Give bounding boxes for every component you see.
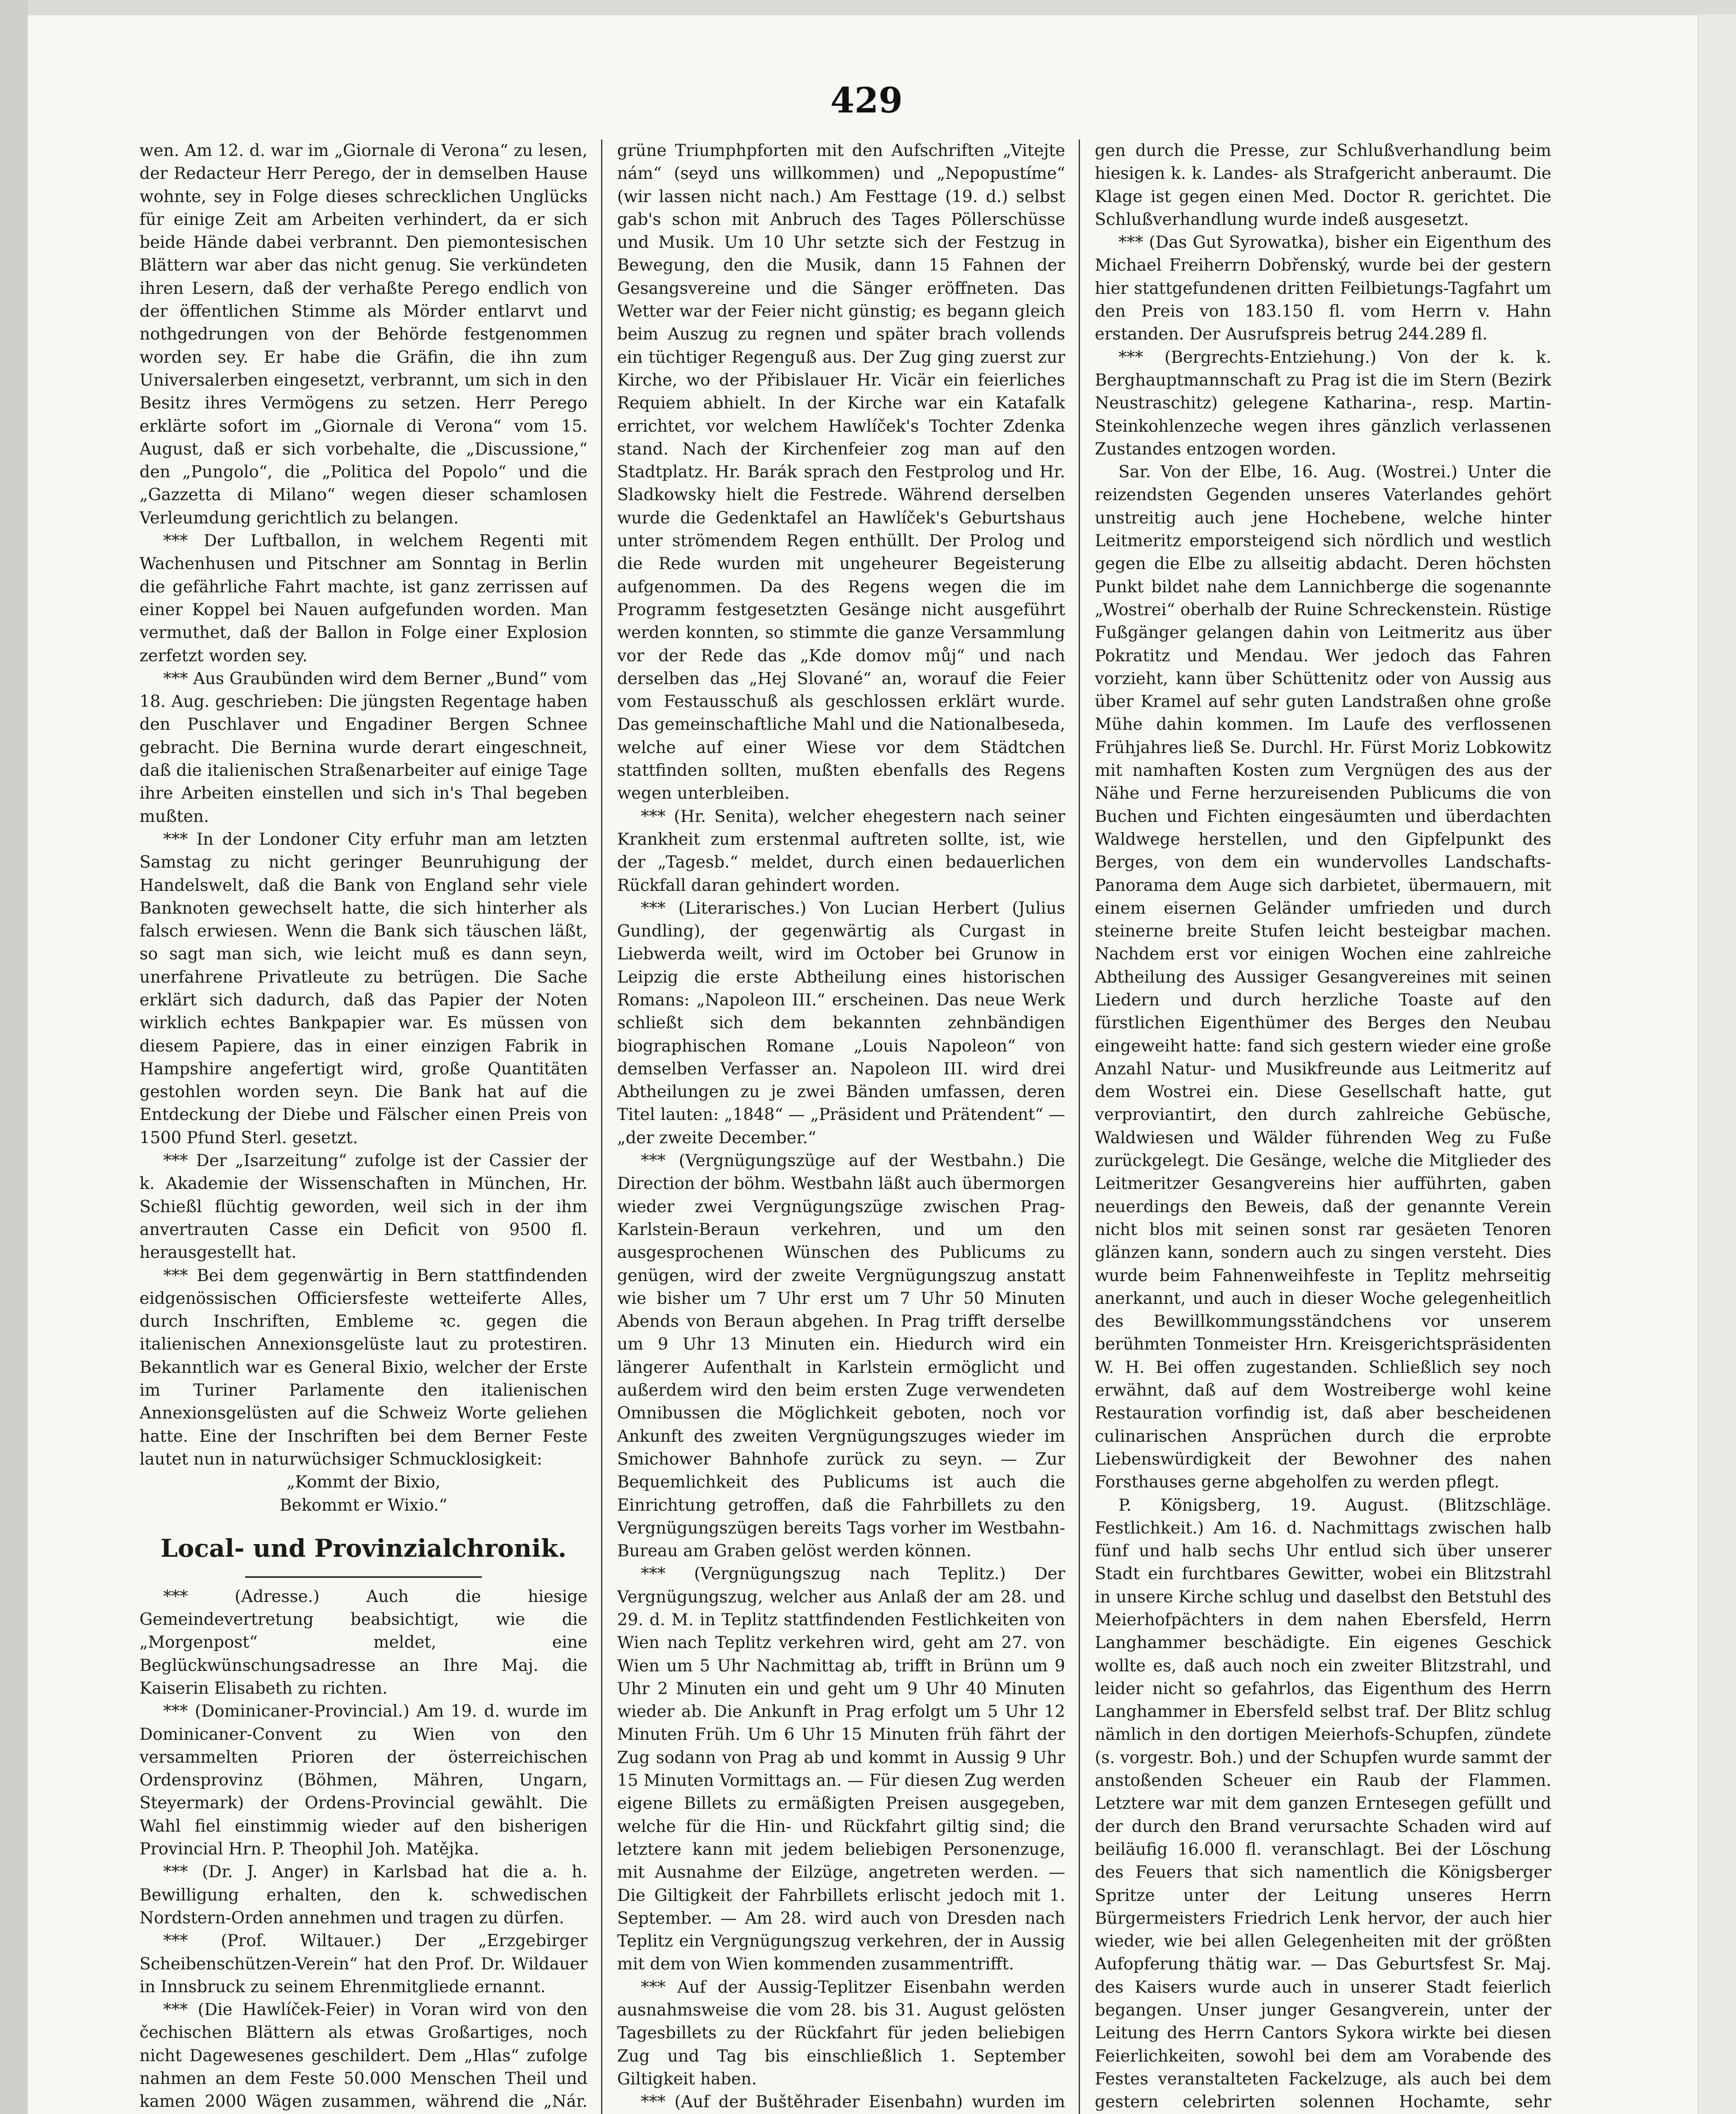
article-paragraph: *** Auf der Aussig-Teplitzer Eisenbahn werden ausnahmsweise die vom 28. bis 31. August gelösten Tagesbillets zu der Rückfahrt für jeden beliebigen Zug und Tag bis einschließlich 1. September Giltigkeit haben.: [617, 1977, 1065, 2089]
article-paragraph: *** Aus Graubünden wird dem Berner „Bund“ vom 18. Aug. geschrieben: Die jüngsten Regentage haben den Puschlaver und Engadiner Bergen Schnee gebracht. Die Bernina wurde derart eingeschneit, daß die italienischen Straßenarbeiter auf einige Tage ihre Arbeiten einstellen und sich in's Thal begeben mußten.: [139, 669, 588, 826]
article-paragraph: *** (Die Hawlíček-Feier) in Voran wird von den čechischen Blättern als etwas Großartiges, noch nicht Dagewesenes geschildert. Dem „Hlas“ zufolge nahmen an dem Feste 50.000 Menschen Theil und kamen 2000 Wägen zusammen, während die „Nár.: [139, 2000, 588, 2111]
article-paragraph: *** (Dr. J. Anger) in Karlsbad hat die a. h. Bewilligung erhalten, den k. schwedischen Nordstern-Orden annehmen und tragen zu dürfen.: [139, 1862, 588, 1928]
column-2: [617, 140, 1065, 2114]
quoted-verse-line: Bekommt er Wixio.“: [279, 1495, 448, 1515]
article-paragraph: *** In der Londoner City erfuhr man am letzten Samstag zu nicht geringer Beunruhigung der Handelswelt, daß die Bank von England sehr viele Banknoten gewechselt hatte, die sich hinterher als falsch erwiesen. Wenn die Bank sich täuschen läßt, so sagt man sich, wie leicht muß es dann seyn, unerfahrene Privatleute zu betrügen. Die Sache erklärt sich dadurch, daß das Papier der Noten wirklich echtes Bankpapier war. Es müssen von diesem Papiere, das in einer einzigen Fabrik in Hampshire angefertigt wird, große Quantitäten gestohlen worden seyn. Die Bank hat auf die Entdeckung der Diebe und Fälscher einen Preis von 1500 Pfund Sterl. gesetzt.: [139, 830, 588, 1147]
column-1: [139, 140, 588, 2114]
page-number: 429: [830, 80, 903, 121]
article-paragraph: P. Königsberg, 19. August. (Blitzschläge. Festlichkeit.) Am 16. d. Nachmittags zwischen halb fünf und halb sechs Uhr entlud sich über unserer Stadt ein furchtbares Gewitter, wobei ein Blitzstrahl in unsere Kirche schlug und daselbst den Betstuhl des Meierhofpächters in dem nahen Ebersfeld, Herrn Langhammer beschädigte. Ein eigenes Geschick wollte es, daß auch noch ein zweiter Blitzstrahl, und leider nicht so gefahrlos, das Eigenthum des Herrn Langhammer in Ebersfeld selbst traf. Der Blitz schlug nämlich in den dortigen Meierhofs-Schupfen, zündete (s. vorgestr. Boh.) und der Schupfen wurde sammt der anstoßenden Scheuer ein Raub der Flammen. Letztere war mit dem ganzen Erntesegen gefüllt und der durch den Brand verursachte Schaden wird auf beiläufig 16.000 fl. veranschlagt. Bei der Löschung des Feuers that sich namentlich die Königsberger Spritze unter der Leitung unseres Herrn Bürgermeisters Friedrich Lenk hervor, der auch hier wieder, wie bei allen Gelegenheiten mit der größten Aufopferung thätig war. — Das Geburtsfest Sr. Maj. des Kaisers wurde auch in unserer Stadt feierlich begangen. Unser junger Gesangverein, unter der Leitung des Herrn Cantors Sykora wirkte bei diesen Feierlichkeiten, sowohl bei dem am Vorabende des Festes veranstalteten Fackelzuge, als auch bei dem gestern celebrirten solennen Hochamte, sehr: [1095, 1495, 1551, 2112]
scan-top-edge: [0, 0, 1736, 14]
article-paragraph: wen. Am 12. d. war im „Giornale di Verona“ zu lesen, der Redacteur Herr Perego, der in demselben Hause wohnte, sey in Folge dieses schrecklichen Unglücks für einige Zeit am Arbeiten verhindert, da er sich beide Hände dabei verbrannt. Den piemontesischen Blättern war aber das nicht genug. Sie verkündeten ihren Lesern, daß der verhaßte Perego endlich von der öffentlichen Stimme als Mörder entlarvt und nothgedrungen von der Behörde festgenommen worden sey. Er habe die Gräfin, die ihn zum Universalerben eingesetzt, verbrannt, um sich in den Besitz ihres Vermögens zu setzen. Herr Perego erklärte sofort im „Giornale di Verona“ vom 15. August, daß er sich vorbehalte, die „Discussione,“ den „Pungolo“, die „Politica del Popolo“ und die „Gazzetta di Milano“ wegen dieser schamlosen Verleumdung gerichtlich zu belangen.: [139, 141, 588, 528]
scan-left-edge: [0, 0, 28, 2114]
section-heading: Local- und Provinzialchronik.: [160, 1533, 567, 1563]
article-paragraph: *** Der „Isarzeitung“ zufolge ist der Cassier der k. Akademie der Wissenschaften in München, Hr. Schießl flüchtig geworden, weil sich in der ihm anvertrauten Casse ein Deficit von 9500 fl. herausgestellt hat.: [139, 1151, 588, 1262]
article-paragraph: *** Der Luftballon, in welchem Regenti mit Wachenhusen und Pitschner am Sonntag in Berlin die gefährliche Fahrt machte, ist ganz zerrissen auf einer Koppel bei Nauen aufgefunden worden. Man vermuthet, daß der Ballon in Folge einer Explosion zerfetzt worden sey.: [139, 531, 588, 665]
article-paragraph: *** (Literarisches.) Von Lucian Herbert (Julius Gundling), der gegenwärtig als Curgast in Liebwerda weilt, wird im October bei Grunow in Leipzig die erste Abtheilung eines historischen Romans: „Napoleon III.“ erscheinen. Das neue Werk schließt sich dem bekannten zehnbändigen biographischen Romane „Louis Napoleon“ von demselben Verfasser an. Napoleon III. wird drei Abtheilungen zu je zwei Bänden umfassen, deren Titel lauten: „1848“ — „Präsident und Prätendent“ — „der zweite December.“: [617, 898, 1065, 1147]
column-rule: [1079, 140, 1080, 2114]
article-paragraph: *** (Prof. Wiltauer.) Der „Erzgebirger Scheibenschützen-Verein“ hat den Prof. Dr. Wildauer in Innsbruck zu seinem Ehrenmitgliede ernannt.: [139, 1931, 588, 1996]
article-paragraph: *** (Dominicaner-Provincial.) Am 19. d. wurde im Dominicaner-Convent zu Wien von den versammelten Prioren der österreichischen Ordensprovinz (Böhmen, Mähren, Ungarn, Steyermark) der Ordens-Provincial gewählt. Die Wahl fiel einstimmig wieder auf den bisherigen Provincial Hrn. P. Theophil Joh. Matějka.: [139, 1702, 588, 1859]
article-paragraph: Sar. Von der Elbe, 16. Aug. (Wostrei.) Unter die reizendsten Gegenden unseres Vaterlandes gehört unstreitig auch jene Hochebene, welche hinter Leitmeritz emporsteigend sich nördlich und westlich gegen die Elbe zu allseitig abdacht. Deren höchsten Punkt bildet nahe dem Lannichberge die sogenannte „Wostrei“ oberhalb der Ruine Schreckenstein. Rüstige Fußgänger gelangen dahin von Leitmeritz aus über Pokratitz und Mendau. Wer jedoch das Fahren vorzieht, kann über Schüttenitz oder von Aussig aus über Kramel auf sehr guten Landstraßen ohne große Mühe dahin kommen. Im Laufe des verflossenen Frühjahres ließ Se. Durchl. Hr. Fürst Moriz Lobkowitz mit namhaften Kosten zum Vergnügen des aus der Nähe und Ferne herzureisenden Publicums die von Buchen und Fichten eingesäumten und überdachten Waldwege herstellen, und den Gipfelpunkt des Berges, von dem ein wundervolles Landschafts-Panorama dem Auge sich darbietet, übermauern, mit einem eisernen Geländer umfrieden und durch steinerne breite Stufen leicht besteigbar machen. Nachdem erst vor einigen Wochen eine zahlreiche Abtheilung des Aussiger Gesangvereines mit seinen Liedern und durch herzliche Toaste auf den fürstlichen Eigenthümer des Berges den Neubau eingeweiht hatte: fand sich gestern wieder eine große Anzahl Natur- und Musikfreunde aus Leitmeritz auf dem Wostrei ein. Diese Gesellschaft hatte, gut verproviantirt, den durch zahlreiche Gebüsche, Waldwiesen und Wälder führenden Weg zu Fuße zurückgelegt. Die Gesänge, welche die Mitglieder des Leitmeritzer Gesangvereins hier aufführten, gaben neuerdings den Beweis, daß der genannte Verein nicht blos mit seinen sonst rar gesäeten Tenoren glänzen kann, sondern auch zu singen versteht. Dies wurde beim Fahnenweihfeste in Teplitz mehrseitig anerkannt, und auch in dieser Woche gelegenheitlich des Bewillkommungsständchens vor unserem berühmten Tonmeister Hrn. Kreisgerichtspräsidenten W. H. Bei offen zugestanden. Schließlich sey noch erwähnt, daß auf dem Wostreiberge wohl keine Restauration vorfindig ist, daß aber bescheidenen culinarischen Ansprüchen durch die erprobte Liebenswürdigkeit der Bewohner des nahen Forsthauses gerne abgeholfen zu werden pflegt.: [1095, 463, 1551, 1492]
article-paragraph: gen durch die Presse, zur Schlußverhandlung beim hiesigen k. k. Landes- als Strafgericht anberaumt. Die Klage ist gegen einen Med. Doctor R. gerichtet. Die Schlußverhandlung wurde indeß ausgesetzt.: [1095, 141, 1551, 229]
heading-divider: [245, 1576, 482, 1578]
article-paragraph: grüne Triumphpforten mit den Aufschriften „Vitejte nám“ (seyd uns willkommen) und „Nepopustíme“ (wir lassen nicht nach.) Am Festtage (19. d.) selbst gab's schon mit Anbruch des Tages Pöllerschüsse und Musik. Um 10 Uhr setzte sich der Festzug in Bewegung, den die Musik, dann 15 Fahnen der Gesangsvereine und die Sänger eröffneten. Das Wetter war der Feier nicht günstig; es begann gleich beim Auszug zu regnen und später brach vollends ein tüchtiger Regenguß aus. Der Zug ging zuerst zur Kirche, wo der Přibislauer Hr. Vicär ein feierliches Requiem abhielt. In der Kirche war ein Katafalk errichtet, vor welchem Hawlíček's Tochter Zdenka stand. Nach der Kirchenfeier zog man auf den Stadtplatz. Hr. Barák sprach den Festprolog und Hr. Sladkowsky hielt die Festrede. Während derselben wurde die Gedenktafel an Hawlíček's Geburtshaus unter strömendem Regen enthüllt. Der Prolog und die Rede wurden mit ungeheurer Begeisterung aufgenommen. Da des Regens wegen die im Programm festgesetzten Gesänge nicht ausgeführt werden konnten, so stimmte die ganze Versammlung vor der Rede das „Kde domov můj“ und nach derselben das „Hej Slované“ an, worauf die Feier vom Festausschuß als geschlossen erklärt wurde. Das gemeinschaftliche Mahl und die Nationalbeseda, welche auf einer Wiese vor dem Städtchen stattfinden sollten, mußten ebenfalls des Regens wegen unterbleiben.: [617, 141, 1065, 803]
article-paragraph: *** (Bergrechts-Entziehung.) Von der k. k. Berghauptmannschaft zu Prag ist die im Stern (Bezirk Neustraschitz) gelegene Katharina-, resp. Martin-Steinkohlenzeche wegen ihres gänzlich verlassenen Zustandes entzogen worden.: [1095, 348, 1551, 459]
column-3: [1095, 140, 1551, 2114]
quoted-verse-line: „Kommt der Bixio,: [286, 1473, 441, 1492]
article-paragraph: *** (Vergnügungszug nach Teplitz.) Der Vergnügungszug, welcher aus Anlaß der am 28. und 29. d. M. in Teplitz stattfindenden Festlichkeiten von Wien nach Teplitz verkehren wird, geht am 27. von Wien um 5 Uhr Nachmittag ab, trifft in Brünn um 9 Uhr 2 Minuten ein und geht um 9 Uhr 40 Minuten wieder ab. Die Ankunft in Prag erfolgt um 5 Uhr 12 Minuten Früh. Um 6 Uhr 15 Minuten früh fährt der Zug sodann von Prag ab und kommt in Aussig 9 Uhr 15 Minuten Vormittags an. — Für diesen Zug werden eigene Billets zu ermäßigten Preisen ausgegeben, welche für die Hin- und Rückfahrt giltig sind; die letztere kann mit jedem beliebigen Personenzuge, mit Ausnahme der Eilzüge, angetreten werden. — Die Giltigkeit der Fahrbillets erlischt jedoch mit 1. September. — Am 28. wird auch von Dresden nach Teplitz ein Vergnügungszug verkehren, der in Aussig mit dem von Wien kommenden zusammentrifft.: [617, 1564, 1065, 1974]
article-paragraph: *** Bei dem gegenwärtig in Bern stattfindenden eidgenössischen Officiersfeste wetteiferte Alles, durch Inschriften, Embleme ꝛc. gegen die italienischen Annexionsgelüste laut zu protestiren. Bekanntlich war es General Bixio, welcher der Erste im Turiner Parlamente den italienischen Annexionsgelüsten auf die Schweiz Worte geliehen hatte. Eine der Inschriften bei dem Berner Feste lautet nun in naturwüchsiger Schmucklosigkeit:: [139, 1266, 588, 1469]
article-paragraph: *** (Auf der Buštěhrader Eisenbahn) wurden im: [641, 2092, 1065, 2112]
article-paragraph: *** (Adresse.) Auch die hiesige Gemeindevertretung beabsichtigt, wie die „Morgenpost“ meldet, eine Beglückwünschungsadresse an Ihre Maj. die Kaiserin Elisabeth zu richten.: [139, 1587, 588, 1698]
column-rule: [601, 140, 602, 2114]
article-paragraph: *** (Das Gut Syrowatka), bisher ein Eigenthum des Michael Freiherrn Dobřenský, wurde bei der gestern hier stattgefundenen dritten Feilbietungs-Tagfahrt um den Preis von 183.150 fl. vom Herrn v. Hahn erstanden. Der Ausrufspreis betrug 244.289 fl.: [1095, 233, 1551, 344]
article-paragraph: *** (Vergnügungszüge auf der Westbahn.) Die Direction der böhm. Westbahn läßt auch übermorgen wieder zwei Vergnügungszüge zwischen Prag-Karlstein-Beraun verkehren, und um den ausgesprochenen Wünschen des Publicums zu genügen, wird der zweite Vergnügungszug anstatt wie bisher um 7 Uhr erst um 7 Uhr 50 Minuten Abends von Beraun abgehen. In Prag trifft derselbe um 9 Uhr 13 Minuten ein. Hiedurch wird ein längerer Aufenthalt in Karlstein ermöglicht und außerdem wird den beim ersten Zuge verwendeten Omnibussen die Möglichkeit geboten, noch vor Ankunft des zweiten Vergnügungszuges wieder im Smichower Bahnhofe zurück zu seyn. — Zur Bequemlichkeit des Publicums ist auch die Einrichtung getroffen, daß die Fahrbillets zu den Vergnügungszügen bereits Tags vorher im Westbahn-Bureau am Graben gelöst werden können.: [617, 1151, 1065, 1561]
article-paragraph: *** (Hr. Senita), welcher ehegestern nach seiner Krankheit zum erstenmal auftreten sollte, ist, wie der „Tagesb.“ meldet, durch einen bedauerlichen Rückfall daran gehindert worden.: [617, 807, 1065, 895]
